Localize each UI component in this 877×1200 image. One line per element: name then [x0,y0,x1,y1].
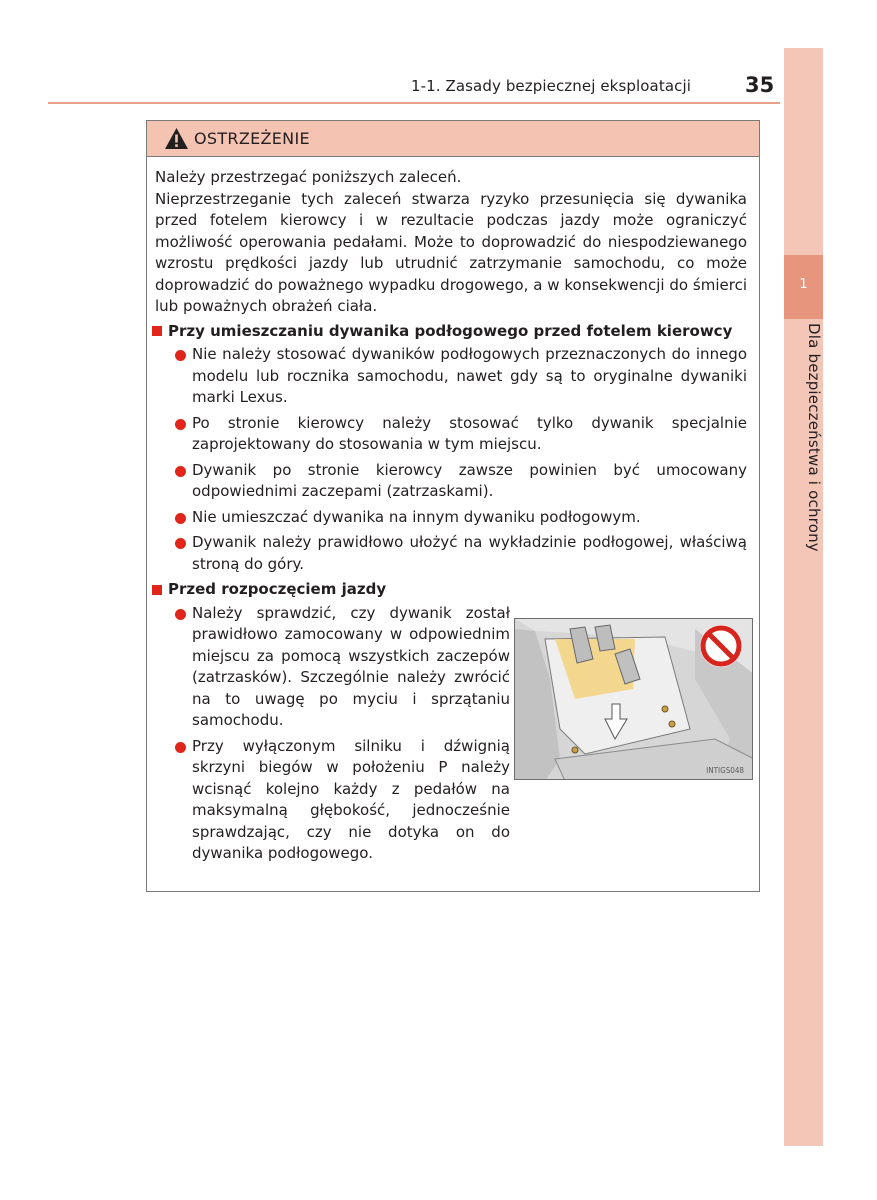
bullet-dot-icon [175,513,186,524]
floor-mat-drawing [515,619,753,780]
prohibition-icon [700,625,742,667]
section-heading [152,321,747,343]
bullet-dot-icon [175,609,186,620]
chapter-tab[interactable] [784,255,823,319]
section-title: Przy umieszczaniu dywanika podłogowego przed fotelem kierowcy [168,321,733,340]
floor-mat-illustration [514,618,753,780]
page-number: 35 [745,73,775,97]
warning-body: Nieprzestrzeganie tych zaleceń stwarza ryzyko przesunięcia się dywanika przed fotelem kierowcy i w rezultacie podczas jazdy może ograniczyć możliwość operowania pedałami. Może to doprowadzić do niespodziewanego wzrostu prędkości jazdy lub utrudnić zatrzymanie samochodu, co może doprowadzić do poważnego wypadku drogowego, a w konsekwencji do śmierci lub poważnych obrażeń ciała. [155,189,747,315]
figure-code: INTIGS048 [706,766,744,775]
chapter-number: 1 [799,277,808,292]
bullet-dot-icon [175,742,186,753]
bullet-dot-icon [175,350,186,361]
header-divider [48,102,780,104]
warning-box [146,120,760,892]
list-item: Dywanik po stronie kierowcy zawsze powinien być umocowany odpowiednimi zaczepami (zatrzaskami). [155,460,747,503]
chapter-label: Dla bezpieczeństwa i ochrony [805,323,823,552]
red-square-icon [152,326,162,336]
bullet-dot-icon [175,419,186,430]
list-item: Przy wyłączonym silniku i dźwignią skrzyni biegów w położeniu P należy wcisnąć kolejno każdy z pedałów na maksymalną głębokość, jednocześnie sprawdzając, czy nie dotyka on do dywanika podłogowego. [155,736,510,865]
warning-intro: Należy przestrzegać poniższych zaleceń. [155,168,462,186]
section-title: Przed rozpoczęciem jazdy [168,580,387,598]
list-item: Nie umieszczać dywanika na innym dywaniku podłogowym. [155,507,747,529]
side-tab [784,48,823,1146]
list-item: Nie należy stosować dywaników podłogowych przeznaczonych do innego modelu lub rocznika samochodu, nawet gdy są to oryginalne dywaniki marki Lexus. [155,344,747,409]
section-heading [152,579,747,601]
warning-header [147,121,759,157]
list-item: Należy sprawdzić, czy dywanik został prawidłowo zamocowany w odpowiednim miejscu za pomocą wszystkich zaczepów (zatrzasków). Szczególnie należy zwrócić na to uwagę po myciu i sprzątaniu samochodu. [155,603,510,732]
list-item: Po stronie kierowcy należy stosować tylko dywanik specjalnie zaprojektowany do stosowania w tym miejscu. [155,413,747,456]
bullet-dot-icon [175,538,186,549]
warning-title: OSTRZEŻENIE [194,129,310,148]
warning-triangle-icon [164,127,189,150]
red-square-icon [152,585,162,595]
list-item: Dywanik należy prawidłowo ułożyć na wykładzinie podłogowej, właściwą stroną do góry. [155,532,747,575]
bullet-dot-icon [175,466,186,477]
header-section-title: 1-1. Zasady bezpiecznej eksploatacji [410,77,691,95]
